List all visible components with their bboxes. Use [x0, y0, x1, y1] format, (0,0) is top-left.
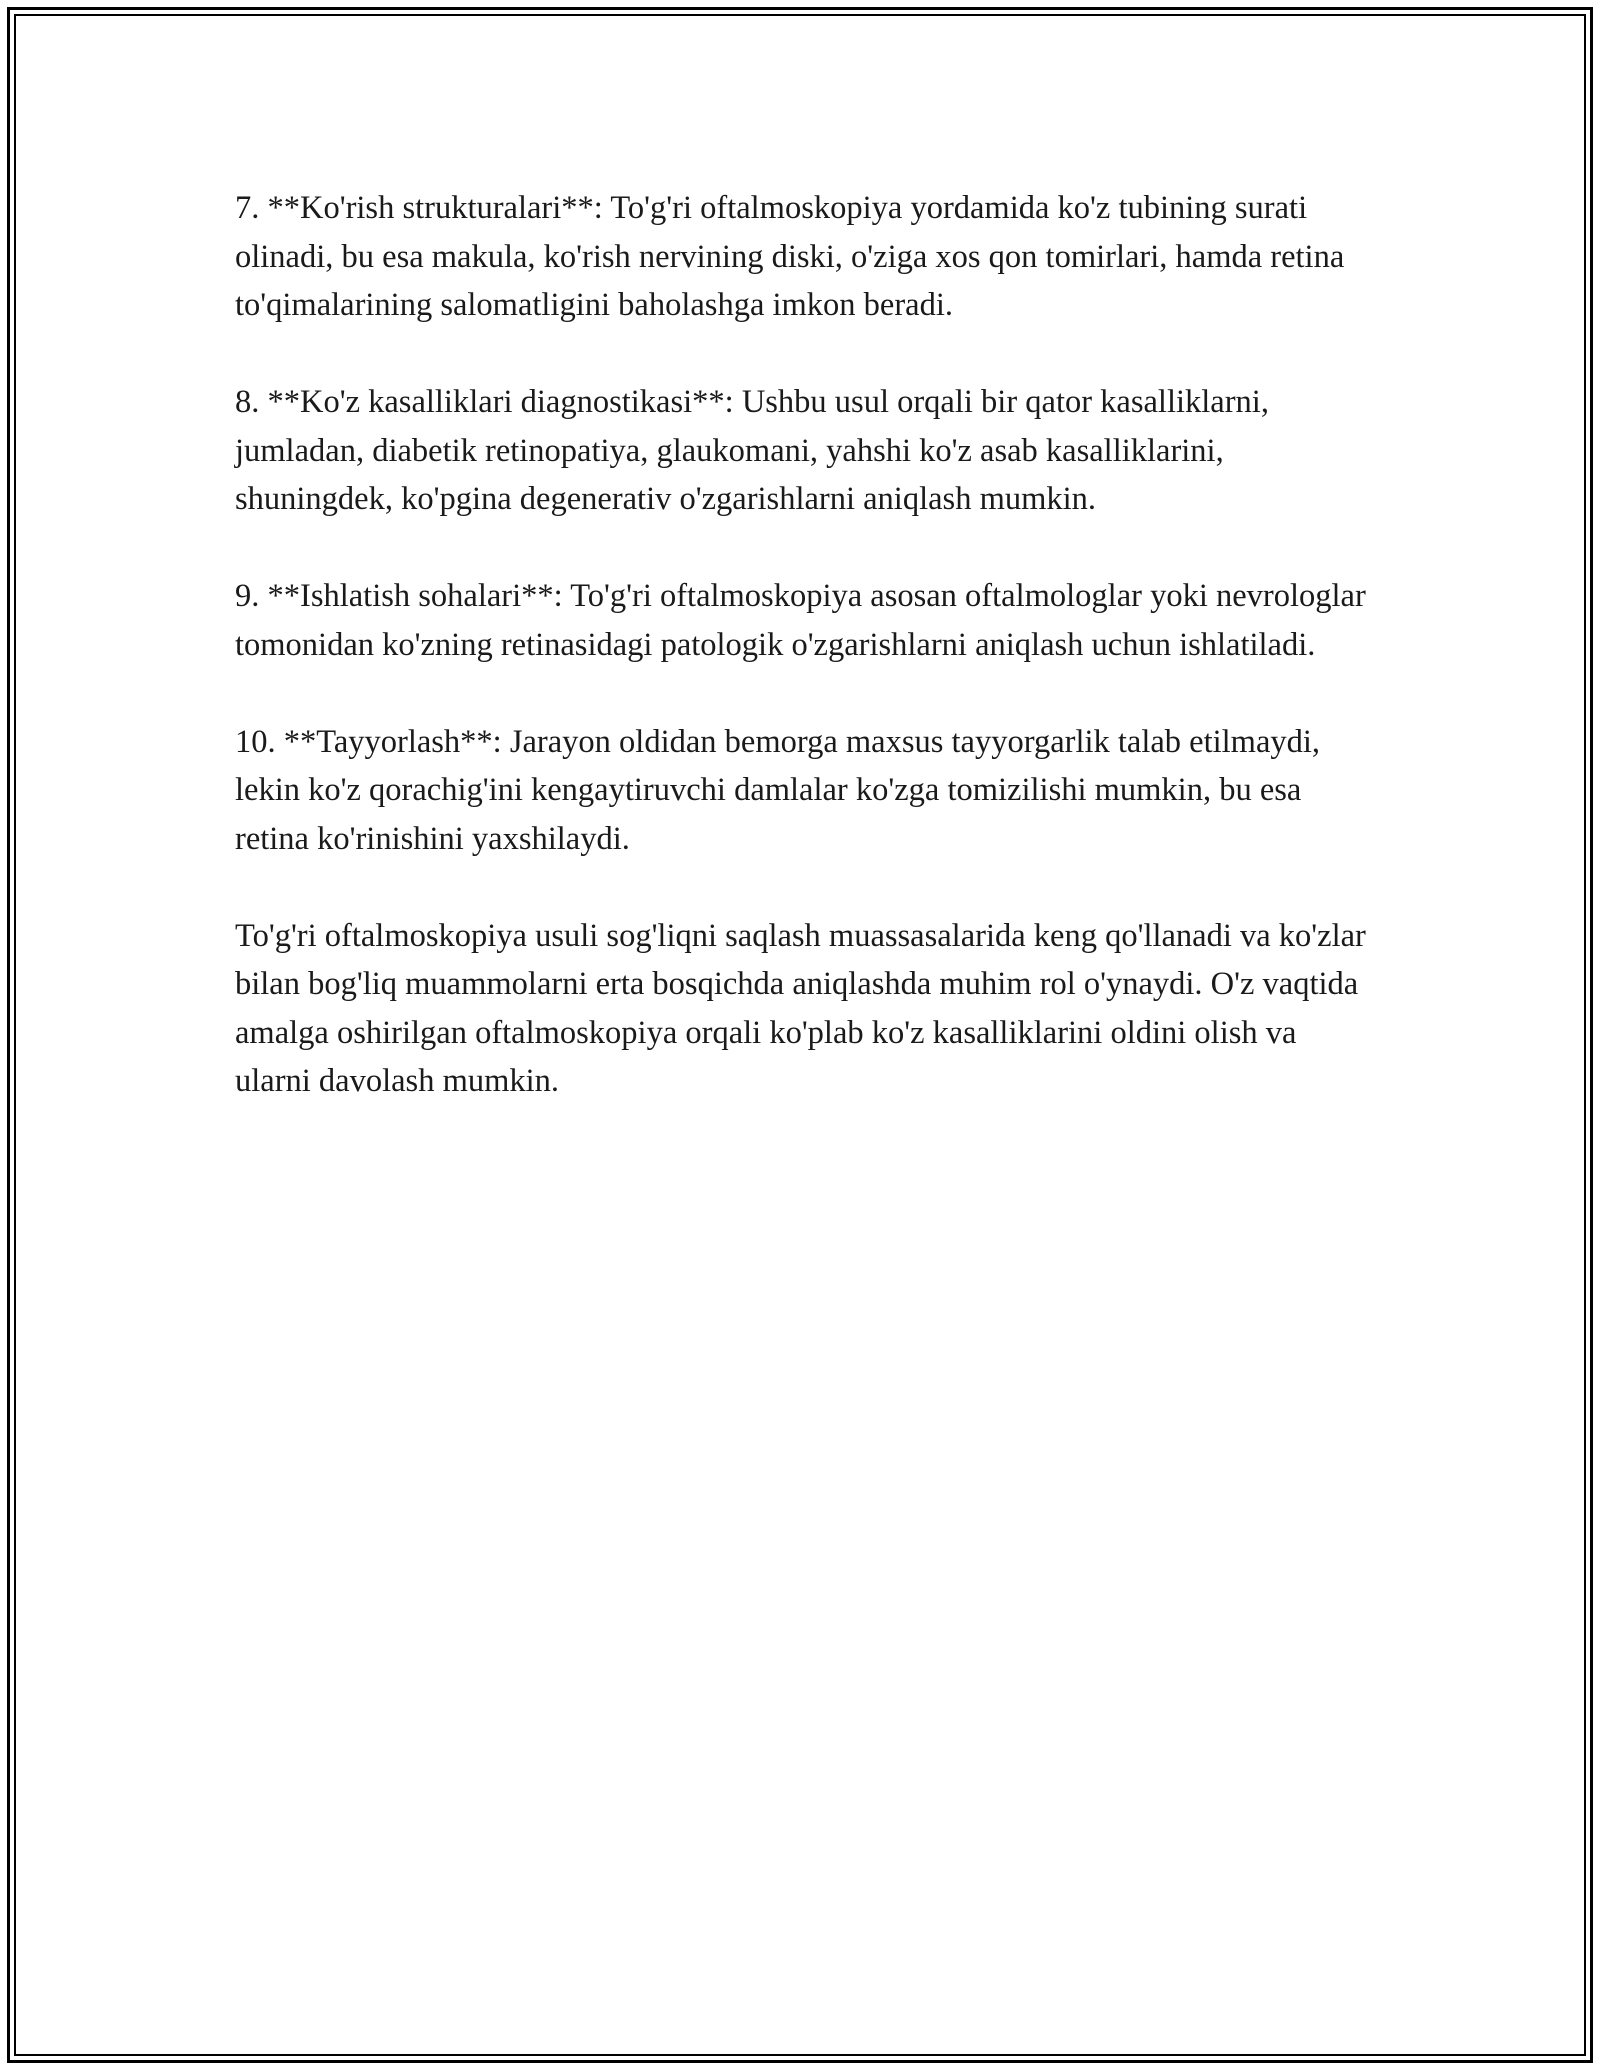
- paragraph-item-7: 7. **Ko'rish strukturalari**: To'g'ri oftalmoskopiya yordamida ko'z tubining surati olinadi, bu esa makula, ko'rish nervining diski, o'ziga xos qon tomirlari, hamda retina to'qimalarining salomatligini baholashga imkon beradi.: [235, 190, 1345, 323]
- paragraph-item-8: 8. **Ko'z kasalliklari diagnostikasi**: Ushbu usul orqali bir qator kasalliklarni, jumladan, diabetik retinopatiya, glaukomani, yahshi ko'z asab kasalliklarini, shuningdek, ko'pgina degenerativ o'zgarishlarni aniqlash mumkin.: [235, 384, 1269, 517]
- paragraph-conclusion: To'g'ri oftalmoskopiya usuli sog'liqni saqlash muassasalarida keng qo'llanadi va ko'zlar bilan bog'liq muammolarni erta bosqichda aniqlashda muhim rol o'ynaydi. O'z vaqtida amalga oshirilgan oftalmoskopiya orqali ko'plab ko'z kasalliklarini oldini olish va ularni davolash mumkin.: [235, 917, 1366, 1099]
- document-body: [235, 184, 1375, 1154]
- paragraph-item-10: 10. **Tayyorlash**: Jarayon oldidan bemorga maxsus tayyorgarlik talab etilmaydi, lekin ko'z qorachig'ini kengaytiruvchi damlalar ko'zga tomizilishi mumkin, bu esa retina ko'rinishini yaxshilaydi.: [235, 723, 1321, 857]
- paragraph-item-9: 9. **Ishlatish sohalari**: To'g'ri oftalmoskopiya asosan oftalmologlar yoki nevrologlar tomonidan ko'zning retinasidagi patologik o'zgarishlarni aniqlash uchun ishlatiladi.: [235, 578, 1366, 663]
